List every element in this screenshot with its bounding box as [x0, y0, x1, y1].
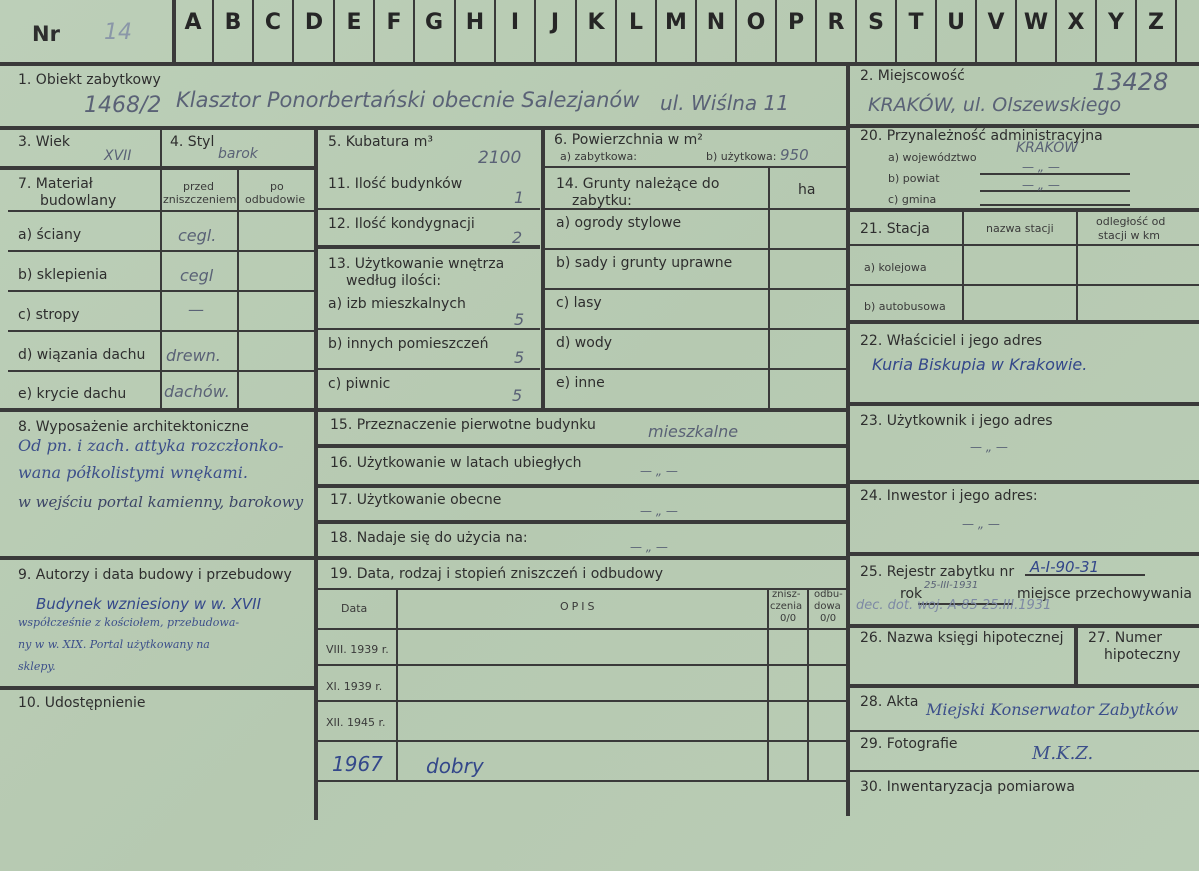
letter-c: C [264, 10, 282, 35]
f25-nr-value: A-I-90-31 [1030, 558, 1100, 576]
f19-col-opis: OPIS [560, 600, 598, 613]
f21-col1: nazwa stacji [986, 222, 1054, 235]
f27-label-2: hipoteczny [1104, 647, 1181, 663]
f13-a-label: a) izb mieszkalnych [328, 296, 466, 312]
rule [545, 328, 846, 330]
rule [0, 408, 846, 412]
rule [8, 330, 314, 332]
f4-label: 4. Styl [170, 134, 215, 150]
f9-line: współcześnie z kościołem, przebudowa- [18, 616, 240, 629]
f12-value: 2 [512, 228, 523, 247]
f1-number: 1468/2 [84, 93, 162, 118]
f27-label-1: 27. Numer [1088, 630, 1163, 646]
f1-value: Klasztor Ponorbertański obecnie Salezjanów [176, 88, 640, 112]
f22-label: 22. Właściciel i jego adres [860, 333, 1043, 349]
f20-a-label: a) województwo [888, 151, 977, 164]
f23-value: — „ — [970, 440, 1008, 454]
f25-rok-value: 25-III-1931 [924, 580, 979, 591]
f19-row-date: VIII. 1939 r. [326, 643, 389, 656]
rule [318, 700, 846, 702]
f30-label: 30. Inwentaryzacja pomiarowa [860, 779, 1075, 795]
f20-b-value: — „ — [1022, 160, 1060, 174]
f19-label: 19. Data, rodzaj i stopień zniszczeń i odbudowy [330, 566, 664, 582]
f19-hw-opis: dobry [426, 754, 484, 778]
f2-value: KRAKÓW, ul. Olszewskiego [868, 94, 1122, 116]
rule [0, 556, 316, 560]
f10-label: 10. Udostępnienie [18, 695, 146, 711]
f18-value: — „ — [630, 540, 668, 554]
f7-label-1: 7. Materiał [18, 176, 93, 192]
letter-n: N [706, 10, 726, 35]
f21-label: 21. Stacja [860, 221, 930, 237]
rule [318, 484, 846, 488]
letter-u: U [947, 10, 965, 35]
letter-t: T [908, 10, 924, 35]
f7-row-label: b) sklepienia [18, 267, 108, 283]
rule [807, 590, 809, 782]
f11-label: 11. Ilość budynków [328, 176, 463, 192]
rule [850, 730, 1199, 732]
rule [962, 210, 964, 322]
letter-w: W [1023, 10, 1049, 35]
f20-c-value: — „ — [1022, 178, 1060, 192]
rule [318, 628, 846, 630]
f20-a-value: KRAKÓW [1016, 140, 1079, 156]
letter-m: M [665, 10, 687, 35]
f12-label: 12. Ilość kondygnacji [328, 216, 475, 232]
f7-row-value: drewn. [166, 346, 221, 365]
rule [846, 64, 850, 816]
f7-row-value: cegl. [178, 226, 217, 245]
f2-number: 13428 [1092, 68, 1169, 96]
f8-line: wana półkolistymi wnękami. [18, 463, 248, 482]
letter-f: F [386, 10, 402, 35]
f7-row-label: e) krycie dachu [18, 386, 127, 402]
f17-label: 17. Użytkowanie obecne [330, 492, 502, 508]
rule [0, 166, 316, 170]
f19-row-date: XI. 1939 r. [326, 680, 383, 693]
nr-value: 14 [104, 20, 132, 45]
rule [318, 520, 846, 524]
rule [8, 370, 314, 372]
f7-row-label: a) ściany [18, 227, 82, 243]
rule [237, 168, 239, 408]
f13-label-2: według ilości: [346, 273, 442, 289]
letter-g: G [424, 10, 444, 35]
f23-label: 23. Użytkownik i jego adres [860, 413, 1053, 429]
rule [850, 244, 1199, 246]
letter-v: V [987, 10, 1005, 35]
f16-label: 16. Użytkowanie w latach ubiegłych [330, 455, 582, 471]
f16-value: — „ — [640, 464, 678, 478]
f14-unit: ha [798, 182, 816, 198]
rule [396, 590, 398, 782]
f5-value: 2100 [478, 148, 522, 168]
f7-row-label: c) stropy [18, 307, 80, 323]
f7-col2-a: po [270, 180, 284, 193]
f21-col2-a: odległość od [1096, 215, 1166, 228]
rule [848, 208, 1199, 212]
letter-r: R [827, 10, 845, 35]
rule [848, 552, 1199, 556]
rule [0, 62, 1199, 66]
f8-label: 8. Wyposażenie architektoniczne [18, 419, 249, 435]
rule [318, 664, 846, 666]
f29-value: M.K.Z. [1032, 743, 1094, 764]
f13-a-value: 5 [514, 310, 525, 329]
rule [545, 368, 846, 370]
f2-label: 2. Miejscowość [860, 68, 965, 84]
rule [850, 284, 1199, 286]
rule [318, 208, 540, 210]
f14-label-2: zabytku: [572, 193, 632, 209]
f3-value: XVII [104, 148, 132, 164]
f1-label: 1. Obiekt zabytkowy [18, 72, 161, 88]
f19-col-z2: czenia [770, 601, 803, 612]
rule [545, 248, 846, 250]
f9-line: sklepy. [18, 660, 56, 673]
f19-row-date: XII. 1945 r. [326, 716, 386, 729]
rule [848, 402, 1199, 406]
f13-b-value: 5 [514, 348, 525, 367]
letter-y: Y [1108, 10, 1124, 35]
f19-col-o1: odbu- [814, 589, 843, 600]
f19-hw-date: 1967 [332, 752, 383, 776]
rule [318, 245, 540, 249]
f11-value: 1 [514, 188, 525, 207]
f25-label: 25. Rejestr zabytku nr [860, 564, 1015, 580]
rule [1074, 626, 1078, 684]
f21-col2-b: stacji w km [1098, 229, 1161, 242]
f19-col-o3: 0/0 [820, 613, 837, 624]
rule [318, 780, 846, 782]
f4-value: barok [218, 146, 258, 162]
f26-label: 26. Nazwa księgi hipotecznej [860, 630, 1064, 646]
f3-label: 3. Wiek [18, 134, 70, 150]
rule [848, 480, 1199, 484]
letter-e: E [346, 10, 362, 35]
letter-p: P [787, 10, 805, 35]
f19-col-date: Data [341, 602, 368, 615]
f25-miejsce-label: miejsce przechowywania [1017, 586, 1192, 602]
rule [1076, 210, 1078, 322]
rule [318, 740, 846, 742]
f8-line: Od pn. i zach. attyka rozczłonko- [18, 436, 284, 455]
f20-b-label: b) powiat [888, 172, 940, 185]
f21-a-label: a) kolejowa [864, 261, 927, 274]
f7-col2-b: odbudowie [245, 193, 306, 206]
letter-x: X [1067, 10, 1085, 35]
f15-value: mieszkalne [648, 422, 739, 441]
f6-a-label: a) zabytkowa: [560, 150, 637, 163]
f19-col-z3: 0/0 [780, 613, 797, 624]
f21-b-label: b) autobusowa [864, 300, 946, 313]
rule [318, 444, 846, 448]
f7-col1-b: zniszczeniem [163, 193, 237, 206]
f6-b-value: 950 [780, 146, 809, 164]
f28-label: 28. Akta [860, 694, 919, 710]
letter-s: S [868, 10, 884, 35]
f29-label: 29. Fotografie [860, 736, 958, 752]
rule [318, 368, 540, 370]
f7-row-label: d) wiązania dachu [18, 347, 146, 363]
f22-value: Kuria Biskupia w Krakowie. [872, 355, 1088, 374]
f7-label-2: budowlany [40, 193, 117, 209]
f24-label: 24. Inwestor i jego adres: [860, 488, 1038, 504]
rule [160, 168, 162, 408]
rule [850, 770, 1199, 772]
f14-row: b) sady i grunty uprawne [556, 255, 733, 271]
f25-dec-value: dec. dot. woj. A-85 25.III.1931 [856, 598, 1052, 613]
f19-col-z1: znisz- [772, 589, 801, 600]
rule [0, 686, 316, 690]
rule [980, 204, 1130, 206]
rule [8, 210, 314, 212]
letter-l: L [628, 10, 644, 35]
f24-value: — „ — [962, 517, 1000, 531]
rule [8, 290, 314, 292]
f25-rok-label: rok [900, 586, 923, 602]
f1-address: ul. Wiślna 11 [660, 91, 789, 115]
f19-col-o2: dowa [814, 601, 841, 612]
f7-col1-a: przed [183, 180, 215, 193]
letter-o: O [746, 10, 766, 35]
f14-row: e) inne [556, 375, 605, 391]
f18-label: 18. Nadaje się do użycia na: [330, 530, 528, 546]
f17-value: — „ — [640, 504, 678, 518]
f28-value: Miejski Konserwator Zabytków [926, 700, 1179, 719]
f8-line: w wejściu portal kamienny, barokowy [18, 493, 304, 511]
f14-row: c) lasy [556, 295, 602, 311]
f9-line: ny w w. XIX. Portal użytkowany na [18, 638, 210, 651]
letter-k: K [587, 10, 605, 35]
f20-c-label: c) gmina [888, 193, 937, 206]
f13-b-label: b) innych pomieszczeń [328, 336, 489, 352]
rule [318, 328, 540, 330]
rule [848, 320, 1199, 324]
letter-j: J [550, 10, 560, 35]
rule [8, 250, 314, 252]
rule [848, 624, 1199, 628]
f6-label: 6. Powierzchnia w m² [554, 132, 703, 148]
nr-label: Nr [32, 22, 60, 46]
f13-c-value: 5 [512, 386, 523, 405]
f7-row-value: — [188, 300, 204, 319]
letter-z: Z [1148, 10, 1164, 35]
rule [314, 128, 318, 820]
letter-h: H [465, 10, 485, 35]
f9-label: 9. Autorzy i data budowy i przebudowy [18, 567, 292, 583]
rule [767, 590, 769, 782]
f14-label-1: 14. Grunty należące do [556, 176, 720, 192]
rule [545, 288, 846, 290]
rule [160, 128, 162, 166]
letter-d: D [304, 10, 324, 35]
f9-line: Budynek wzniesiony w w. XVII [36, 595, 262, 613]
letter-b: B [224, 10, 242, 35]
rule [318, 556, 846, 560]
f14-row: d) wody [556, 335, 612, 351]
rule [0, 126, 846, 130]
f13-label-1: 13. Użytkowanie wnętrza [328, 256, 505, 272]
f20-label: 20. Przynależność administracyjna [860, 128, 1103, 144]
f15-label: 15. Przeznaczenie pierwotne budynku [330, 417, 596, 433]
f7-row-value: cegl [180, 266, 214, 285]
rule [848, 684, 1199, 688]
f6-b-label: b) użytkowa: [706, 150, 777, 163]
f7-row-value: dachów. [164, 382, 230, 401]
f13-c-label: c) piwnic [328, 376, 391, 392]
f5-label: 5. Kubatura m³ [328, 134, 434, 150]
letter-a: A [184, 10, 202, 35]
f14-row: a) ogrody stylowe [556, 215, 682, 231]
letter-i: I [510, 10, 520, 35]
rule [545, 166, 846, 168]
